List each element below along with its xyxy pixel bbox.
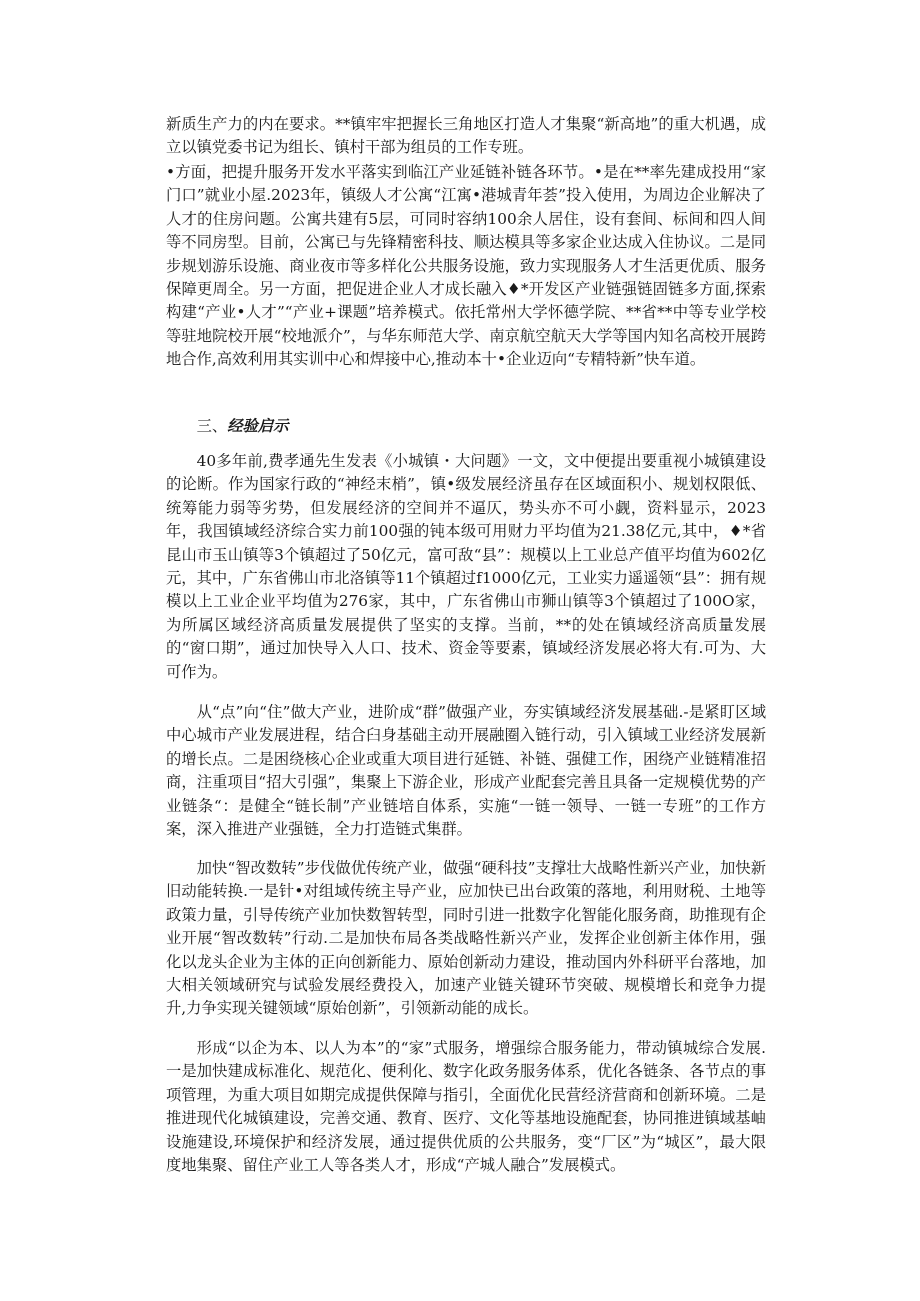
paragraph-2: •方面，把提升服务开发水平落实到临江产业延链补链各环节。•是在**率先建成投用“家门口”就业小屋.2023年，镇级人才公寓“江寓•港城青年荟”投入使用，为周边企业解决了人才的住房问题。公寓共建有5层，可同时容纳100余人居住，设有套间、标间和四人间等不同房型。目前，公寓已与先锋精密科技、顺达模具等多家企业达成入住协议。二是同步规划游乐设施、商业夜市等多样化公共服务设施，致力实现服务人才生活更优质、服务保障更周全。另一方面，把促进企业人才成长融入♦*开发区产业链强链固链多方面,探索构建“产业•人才”“产业+课题”培养模式。依托常州大学怀德学院、**省**中等专业学校等驻地院校开展“校地派介”，与华东师范大学、南京航空航天大学等国内知名高校开展跨地合作,高效利用其实训中心和焊接中心,推动本十•企业迈向“专精特新”快车道。 <box>166 163 766 369</box>
paragraph-5: 加快“智改数转”步伐做优传统产业，做强“硬科技”支撑壮大战略性新兴产业，加快新旧动能转换.一是针•对组域传统主导产业，应加快已出台政策的落地，利用财税、土地等政策力量，引导传统产业加快数智转型，同时引进一批数字化智能化服务商，助推现有企业开展“智改数转”行动.二是加快布局各类战略性新兴产业，发挥企业创新主体作用，强化以龙头企业为主体的正向创新能力、原始创新动力建设，推动国内外科研平台落地，加大相关领域研究与试验发展经费投入，加速产业链关键环节突破、规模增长和竞争力提升,力争实现关键领域“原始创新”，引领新动能的成长。 <box>166 859 766 1018</box>
section-heading <box>166 415 766 438</box>
paragraph-4: 从“点”向“住”做大产业，进阶成“群”做强产业，夯实镇域经济发展基础.-是紧盯区域中心城市产业发展进程，结合臼身基础主动开展融圈入链行动，引入镇域工业经济发展新的增长点。二是困绕核心企业或重大项目进行延链、补链、强健工作，困绕产业链精准招商，注重项目“招大引强”，集聚上下游企业，形成产业配套完善且具备一定规模优势的产业链条“：是健全“链长制”产业链培自体系，实施“一链一领导、一链一专班”的工作方案，深入推进产业强链，全力打造链式集群。 <box>166 703 766 839</box>
paragraph-3: 40多年前,费孝通先生发表《小城镇・大问题》一文，文中便提出要重视小城镇建设的论断。作为国家行政的“神经末梢”，镇•级发展经济虽存在区域面积小、规划权限低、统筹能力弱等劣势，但发展经济的空间并不逼仄，势头亦不可小觑，资料显示，2023年，我国镇域经济综合实力前100强的钝本级可用财力平均值为21.38亿元,其中，♦*省昆山市玉山镇等3个镇超过了50亿元，富可敌“县”：规模以上工业总产值平均值为602亿元，其中，广东省佛山市北洛镇等11个镇超过f1000亿元，工业实力遥遥领“县”：拥有规模以上工业企业平均值为276家，其中，广东省佛山市狮山镇等3个镇超过了100O家，为所属区域经济高质量发展提供了坚实的支撑。当前，**的处在镇域经济高质量发展的“窗口期”，通过加快导入人口、技术、资金等要素，镇域经济发展必将大有.可为、大可作为。 <box>166 452 766 681</box>
paragraph-1: 新质生产力的内在要求。**镇牢牢把握长三角地区打造人才集聚“新高地”的重大机遇，成立以镇党委书记为组长、镇村干部为组员的工作专班。 <box>166 115 766 157</box>
section-heading-number: 三、 <box>196 417 228 435</box>
section-heading-title: 经验启示 <box>227 417 289 435</box>
paragraph-6: 形成“以企为本、以人为本”的“家”式服务，增强综合服务能力，带动镇城综合发展.一是加快建成标准化、规范化、便利化、数字化政务服务体系，优化各链条、各节点的事项管理，为重大项目如期完成提供保障与指引，全面优化民营经济营商和创新环境。二是推进现代化城镇建设，完善交通、教育、医疗、文化等基地设施配套，协同推进镇域基岫设施建设,环境保护和经济发展，通过提供优质的公共服务，变“厂区”为“城区”，最大限度地集聚、留住产业工人等各类人才，形成“产城人融合”发展模式。 <box>166 1039 766 1175</box>
